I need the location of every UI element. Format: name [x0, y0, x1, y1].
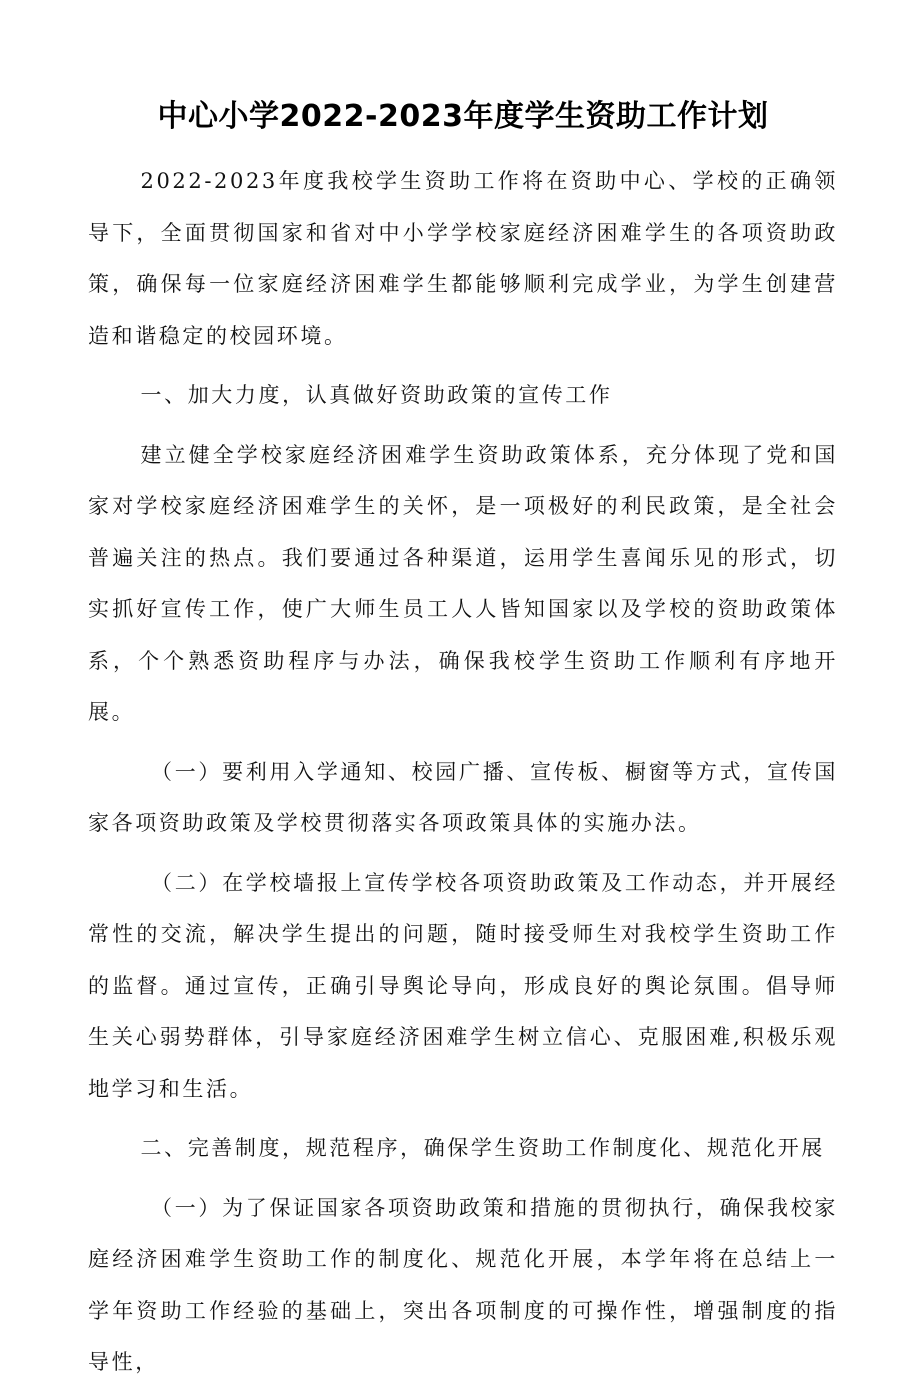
section2-heading: 二、完善制度，规范程序，确保学生资助工作制度化、规范化开展 [140, 1136, 825, 1160]
section2-item1: （一）为了保证国家各项资助政策和措施的贯彻执行，确保我校家庭经济困难学生资助工作的制度化、规范化开展，本学年将在总结上一学年资助工作经验的基础上，突出各项制度的可操作性，增强制度的指导性， [88, 1195, 838, 1374]
section1-heading: 一、加大力度，认真做好资助政策的宣传工作 [140, 383, 613, 407]
document-title: 中心小学2022-2023年度学生资助工作计划 [157, 99, 769, 134]
section1-item1: （一）要利用入学通知、校园广播、宣传板、橱窗等方式，宣传国家各项资助政策及学校贯彻落实各项政策具体的实施办法。 [88, 759, 838, 835]
section1-body: 建立健全学校家庭经济困难学生资助政策体系，充分体现了党和国家对学校家庭经济困难学生的关怀，是一项极好的利民政策，是全社会普遍关注的热点。我们要通过各种渠道，运用学生喜闻乐见的形式，切实抓好宣传工作，使广大师生员工人人皆知国家以及学校的资助政策体系，个个熟悉资助程序与办法，确保我校学生资助工作顺利有序地开展。 [88, 442, 838, 724]
intro-paragraph: 2022-2023年度我校学生资助工作将在资助中心、学校的正确领导下，全面贯彻国家和省对中小学学校家庭经济困难学生的各项资助政策，确保每一位家庭经济困难学生都能够顺利完成学业，为学生创建营造和谐稳定的校园环境。 [88, 169, 838, 348]
section1-item2: （二）在学校墙报上宣传学校各项资助政策及工作动态，并开展经常性的交流，解决学生提出的问题，随时接受师生对我校学生资助工作的监督。通过宣传，正确引导舆论导向，形成良好的舆论氛围。倡导师生关心弱势群体，引导家庭经济困难学生树立信心、克服困难,积极乐观地学习和生活。 [88, 870, 838, 1101]
